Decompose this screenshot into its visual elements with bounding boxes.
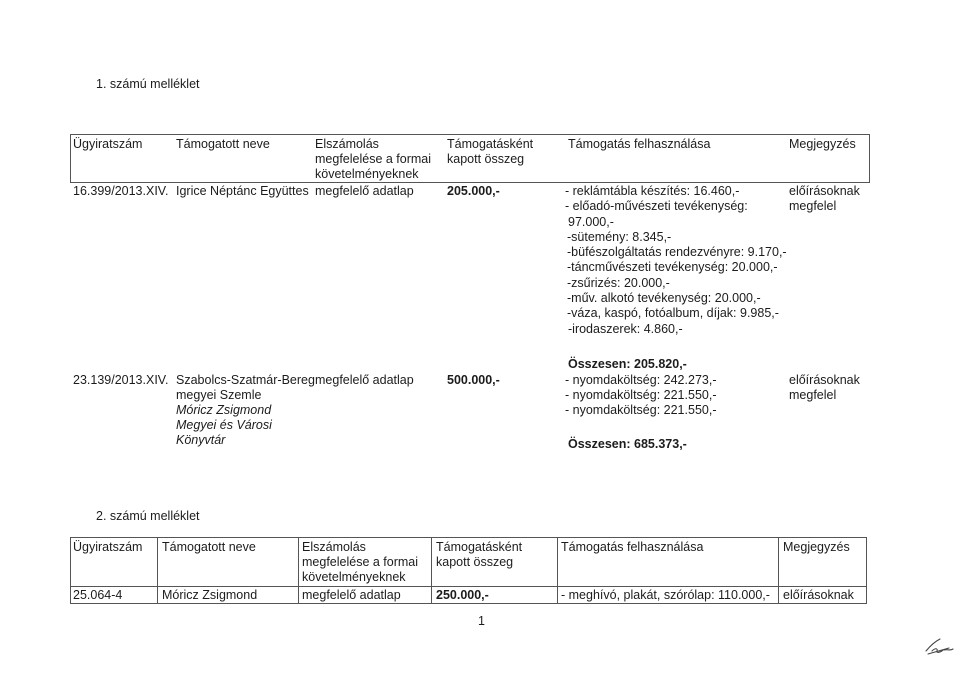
annex1-border-left (70, 134, 71, 182)
signature-mark (922, 636, 956, 658)
annex2-col-line (298, 537, 299, 604)
annex2-border-top (70, 537, 867, 538)
row-osszesen: Összesen: 685.373,- (568, 437, 687, 451)
row-megjegyzes: előírásoknak megfelel (789, 184, 860, 213)
row-osszeg: 500.000,- (447, 373, 500, 387)
row-osszeg: 250.000,- (436, 588, 489, 602)
annex2-border-bottom (70, 603, 867, 604)
row-osszesen: Összesen: 205.820,- (568, 357, 687, 371)
annex2-col-line (866, 537, 867, 604)
annex1-header-felhasznalas: Támogatás felhasználása (568, 137, 711, 151)
row-ugyiratszam: 23.139/2013.XIV. (73, 373, 169, 387)
felhasznalas-item: -zsűrizés: 20.000,- (567, 275, 670, 290)
row-ugyiratszam: 16.399/2013.XIV. (73, 184, 169, 198)
felhasznalas-item: -sütemény: 8.345,- (567, 229, 672, 244)
annex1-title: 1. számú melléklet (96, 77, 200, 91)
annex2-header-elszamolas: Elszámolás megfelelése a formai követelményeknek (302, 540, 419, 584)
row-tamogatott-neve: Móricz Zsigmond (162, 588, 258, 602)
felhasznalas-item: - nyomdaköltség: 221.550,- (565, 403, 717, 417)
annex2-title: 2. számú melléklet (96, 509, 200, 523)
felhasznalas-item: -műv. alkotó tevékenység: 20.000,- (567, 291, 761, 306)
annex2-col-line (778, 537, 779, 604)
annex2-col-line (70, 537, 71, 604)
annex1-header-osszeg: Támogatásként kapott összeg (447, 137, 534, 166)
row-elszamolas: megfelelő adatlap (315, 184, 414, 198)
annex2-header-megjegyzes: Megjegyzés (783, 540, 850, 554)
row-tamogatott-neve: Szabolcs-Szatmár-Bereg megyei Szemle Móricz Zsigmond Megyei és Városi Könyvtár (176, 373, 315, 447)
row-felhasznalas-list (565, 184, 787, 337)
annex1-border-right (869, 134, 870, 182)
row-felhasznalas-list (565, 373, 716, 418)
felhasznalas-item: -váza, kaspó, fotóalbum, díjak: 9.985,- (567, 306, 779, 321)
row-elszamolas: megfelelő adatlap (302, 588, 401, 602)
row-osszeg: 205.000,- (447, 184, 500, 198)
annex2-header-osszeg: Támogatásként kapott összeg (436, 540, 523, 569)
annex2-header-tamogatott-neve: Támogatott neve (162, 540, 256, 554)
annex1-header-elszamolas: Elszámolás megfelelése a formai követelményeknek (315, 137, 432, 181)
felhasznalas-item: -irodaszerek: 4.860,- (568, 321, 683, 336)
felhasznalas-item: - előadó-művészeti tevékenység: (565, 199, 748, 214)
annex1-header-divider (70, 182, 870, 183)
row-elszamolas: megfelelő adatlap (315, 373, 414, 387)
felhasznalas-item: 97.000,- (568, 214, 614, 229)
row-megjegyzes: előírásoknak (783, 588, 854, 602)
row-felhasznalas: - meghívó, plakát, szórólap: 110.000,- (561, 588, 770, 602)
felhasznalas-item: -táncművészeti tevékenység: 20.000,- (567, 260, 778, 275)
annex1-border-top (70, 134, 870, 135)
annex1-header-megjegyzes: Megjegyzés (789, 137, 856, 151)
page-number: 1 (478, 614, 485, 628)
felhasznalas-item: - reklámtábla készítés: 16.460,- (565, 184, 740, 198)
annex2-col-line (157, 537, 158, 604)
annex2-col-line (557, 537, 558, 604)
row-megjegyzes: előírásoknak megfelel (789, 373, 860, 402)
row-ugyiratszam: 25.064-4 (73, 588, 123, 602)
felhasznalas-item: -büfészolgáltatás rendezvényre: 9.170,- (567, 245, 787, 260)
annex2-header-divider (70, 586, 867, 587)
felhasznalas-item: - nyomdaköltség: 221.550,- (565, 388, 717, 402)
annex2-header-ugyiratszam: Ügyiratszám (73, 540, 143, 554)
annex2-col-line (431, 537, 432, 604)
annex2-header-felhasznalas: Támogatás felhasználása (561, 540, 704, 554)
annex1-header-ugyiratszam: Ügyiratszám (73, 137, 143, 151)
annex1-header-tamogatott-neve: Támogatott neve (176, 137, 270, 151)
row-tamogatott-neve: Igrice Néptánc Együttes (176, 184, 309, 198)
felhasznalas-item: - nyomdaköltség: 242.273,- (565, 373, 717, 387)
